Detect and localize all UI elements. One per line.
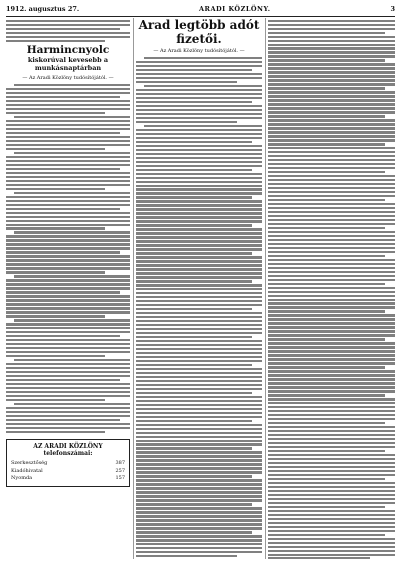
telephone-row: Kiadóhivatal 257 xyxy=(11,467,125,474)
telephone-box-title: AZ ARADI KÖZLÖNY telefonszámai: xyxy=(33,443,103,458)
column-3 xyxy=(268,18,395,559)
article-byline: — Az Aradi Közlöny tudósítójától. — xyxy=(153,48,245,54)
column-2 xyxy=(136,18,262,559)
page-header xyxy=(6,4,395,17)
newspaper-name: ARADI KÖZLÖNY. xyxy=(199,5,271,13)
article-headline: Arad legtöbb adót fizetői. xyxy=(138,18,260,46)
column-rule xyxy=(133,18,134,559)
telephone-row: Nyomda 157 xyxy=(11,475,125,482)
telephone-box xyxy=(6,439,130,487)
article-headline: Harmincnyolc xyxy=(26,43,110,56)
article-subheadline: kiskorúval kevesebb a munkásnaptárban xyxy=(27,56,109,73)
telephone-row: Szerkesztőség 387 xyxy=(11,460,125,467)
page-number: 3 xyxy=(390,5,395,13)
column-rule xyxy=(265,18,266,559)
issue-date: 1912. augusztus 27. xyxy=(6,5,80,13)
column-1 xyxy=(6,18,130,559)
article-byline: — Az Aradi Közlöny tudósítójától. — xyxy=(22,75,114,82)
